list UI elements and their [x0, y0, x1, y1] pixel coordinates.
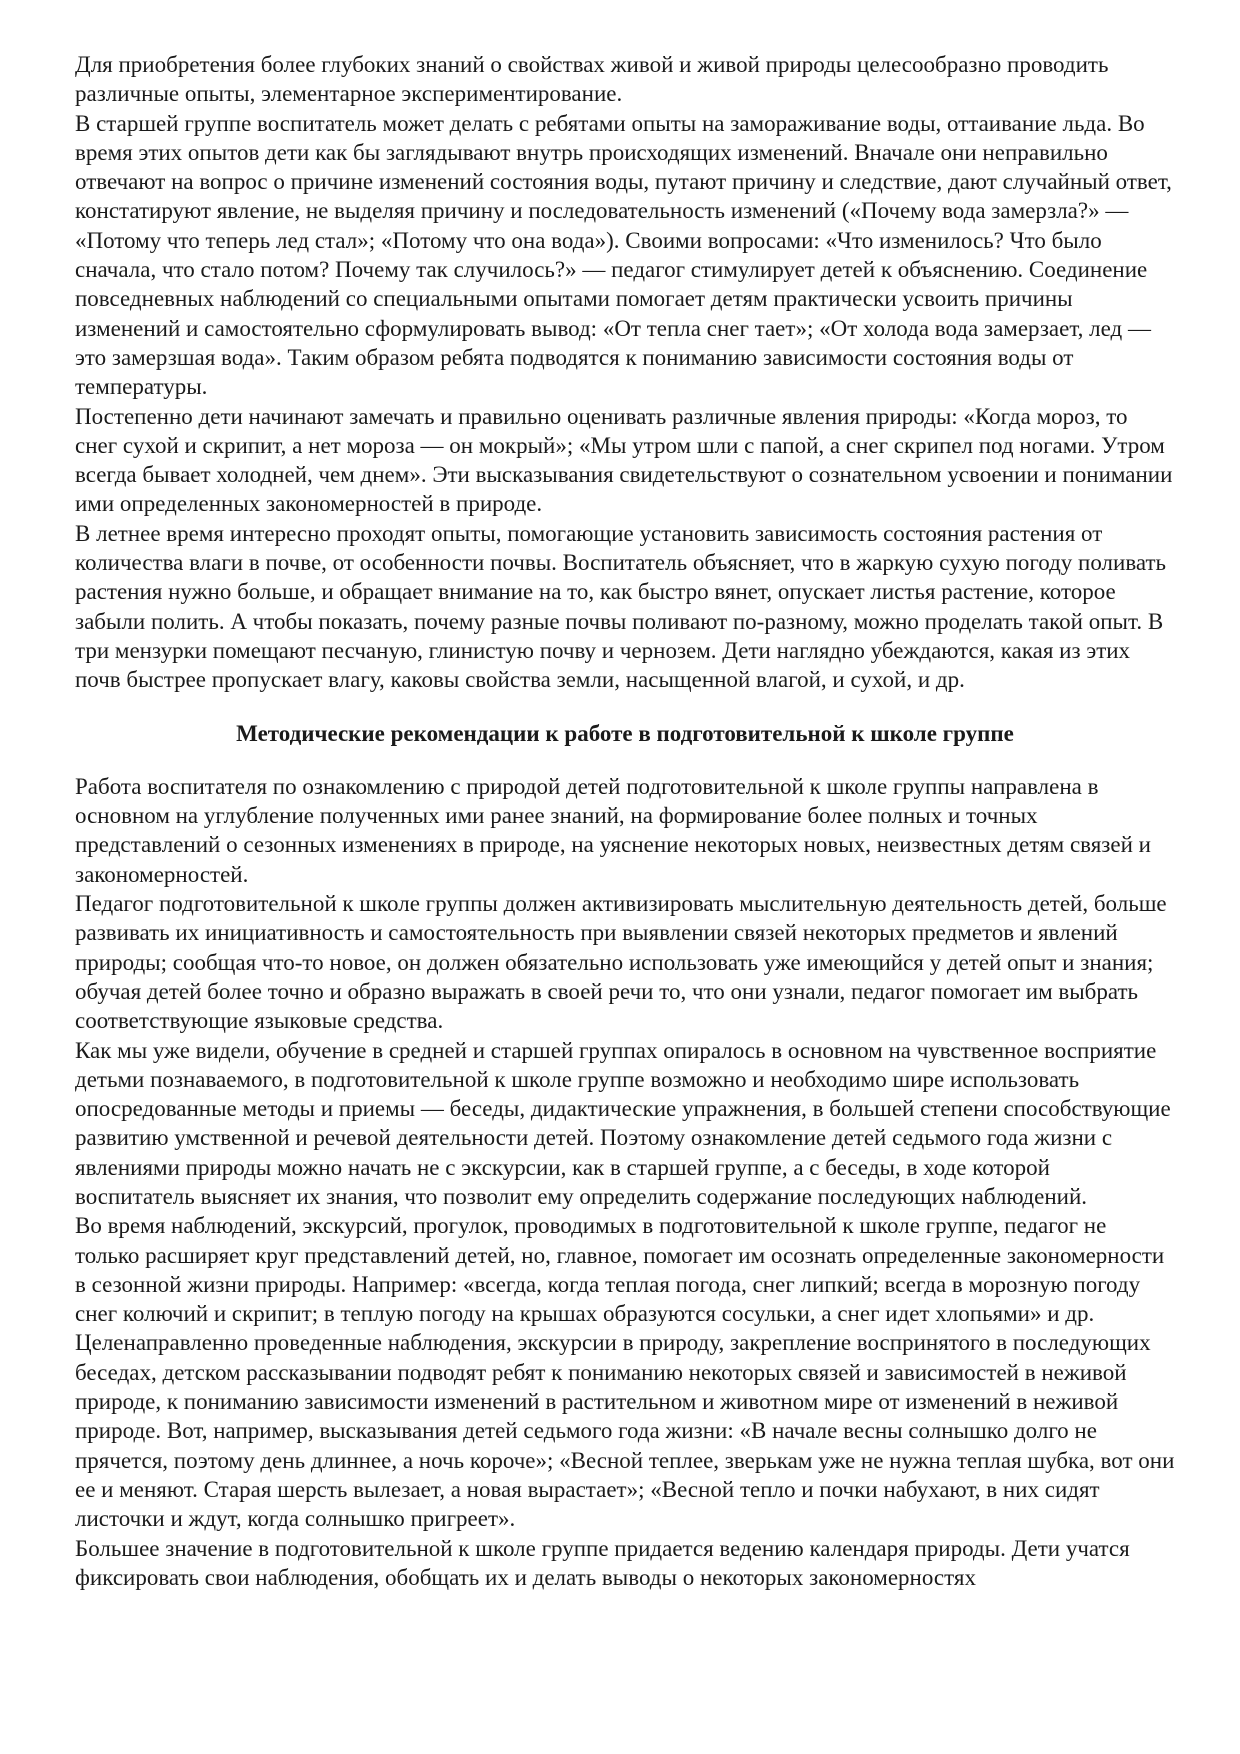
paragraph: Постепенно дети начинают замечать и правильно оценивать различные явления природы: «Когда мороз, то снег сухой и скрипит, а нет мороза — он мокрый»; «Мы утром шли с папой, а снег скрипел под ногами. Утром всегда бывает холодней, чем днем». Эти высказывания свидетельствуют о сознательном усвоении и понимании ими определенных закономерностей в природе. [75, 403, 1173, 517]
document-page [75, 50, 1175, 1592]
paragraph: Целенаправленно проведенные наблюдения, экскурсии в природу, закрепление воспринятого в последующих беседах, детском рассказывании подводят ребят к пониманию некоторых связей и зависимостей в неживой природе, к пониманию зависимости изменений в растительном и животном мире от изменений в неживой природе. Вот, например, высказывания детей седьмого года жизни: «В начале весны солнышко долго не прячется, поэтому день длиннее, а ночь короче»; «Весной теплее, зверькам уже не нужна теплая шубка, вот они ее и меняют. Старая шерсть вылезает, а новая вырастает»; «Весной тепло и почки набухают, в них сидят листочки и ждут, когда солнышко пригреет». [75, 1330, 1175, 1532]
paragraph: Как мы уже видели, обучение в средней и старшей группах опиралось в основном на чувственное восприятие детьми познаваемого, в подготовительной к школе группе возможно и необходимо шире использовать опосредованные методы и приемы — беседы, дидактические упражнения, в большей степени способствующие развитию умственной и речевой деятельности детей. Поэтому ознакомление детей седьмого года жизни с явлениями природы можно начать не с экскурсии, как в старшей группе, а с беседы, в ходе которой воспитатель выясняет их знания, что позволит ему определить содержание последующих наблюдений. [75, 1037, 1171, 1209]
paragraph: В старшей группе воспитатель может делать с ребятами опыты на замораживание воды, оттаивание льда. Во время этих опытов дети как бы заглядывают внутрь происходящих изменений. Вначале они неправильно отвечают на вопрос о причине изменений состояния воды, путают причину и следствие, дают случайный ответ, констатируют явление, не выделяя причину и последовательность изменений («Почему вода замерзла?» — «Потому что теперь лед стал»; «Потому что она вода»). Своими вопросами: «Что изменилось? Что было сначала, что стало потом? Почему так случилось?» — педагог стимулирует детей к объяснению. Соединение повседневных наблюдений со специальными опытами помогает детям практически усвоить причины изменений и самостоятельно сформулировать вывод: «От тепла снег тает»; «От холода вода замерзает, лед — это замерзшая вода». Таким образом ребята подводятся к пониманию зависимости состояния воды от температуры. [75, 110, 1172, 400]
paragraph: Во время наблюдений, экскурсий, прогулок, проводимых в подготовительной к школе группе, педагог не только расширяет круг представлений детей, но, главное, помогает им осознать определенные закономерности в сезонной жизни природы. Например: «всегда, когда теплая погода, снег липкий; всегда в морозную погоду снег колючий и скрипит; в теплую погоду на крышах образуются сосульки, а снег идет хлопьями» и др. [75, 1213, 1165, 1327]
paragraph: Большее значение в подготовительной к школе группе придается ведению календаря природы. Дети учатся фиксировать свои наблюдения, обобщать их и делать выводы о некоторых закономерностях [75, 1535, 1130, 1590]
paragraph: Педагог подготовительной к школе группы должен активизировать мыслительную деятельность детей, больше развивать их инициативность и самостоятельность при выявлении связей некоторых предметов и явлений природы; сообщая что-то новое, он должен обязательно использовать уже имеющийся у детей опыт и знания; обучая детей более точно и образно выражать в своей речи то, что они узнали, педагог помогает им выбрать соответствующие языковые средства. [75, 891, 1167, 1034]
paragraph: В летнее время интересно проходят опыты, помогающие установить зависимость состояния растения от количества влаги в почве, от особенности почвы. Воспитатель объясняет, что в жаркую сухую погоду поливать растения нужно больше, и обращает внимание на то, как быстро вянет, опускает листья растение, которое забыли полить. А чтобы показать, почему разные почвы поливают по-разному, можно проделать такой опыт. В три мензурки помещают песчаную, глинистую почву и чернозем. Дети наглядно убеждаются, какая из этих почв быстрее пропускает влагу, каковы свойства земли, насыщенной влагой, и сухой, и др. [75, 520, 1167, 693]
paragraph: Для приобретения более глубоких знаний о свойствах живой и живой природы целесообразно проводить различные опыты, элементарное экспериментирование. [75, 52, 1109, 107]
paragraph: Работа воспитателя по ознакомлению с природой детей подготовительной к школе группы направлена в основном на углубление полученных ими ранее знаний, на формирование более полных и точных представлений о сезонных изменениях в природе, на уяснение некоторых новых, неизвестных детям связей и закономерностей. [75, 773, 1151, 887]
section-heading: Методические рекомендации к работе в подготовительной к школе группе [236, 720, 1014, 746]
